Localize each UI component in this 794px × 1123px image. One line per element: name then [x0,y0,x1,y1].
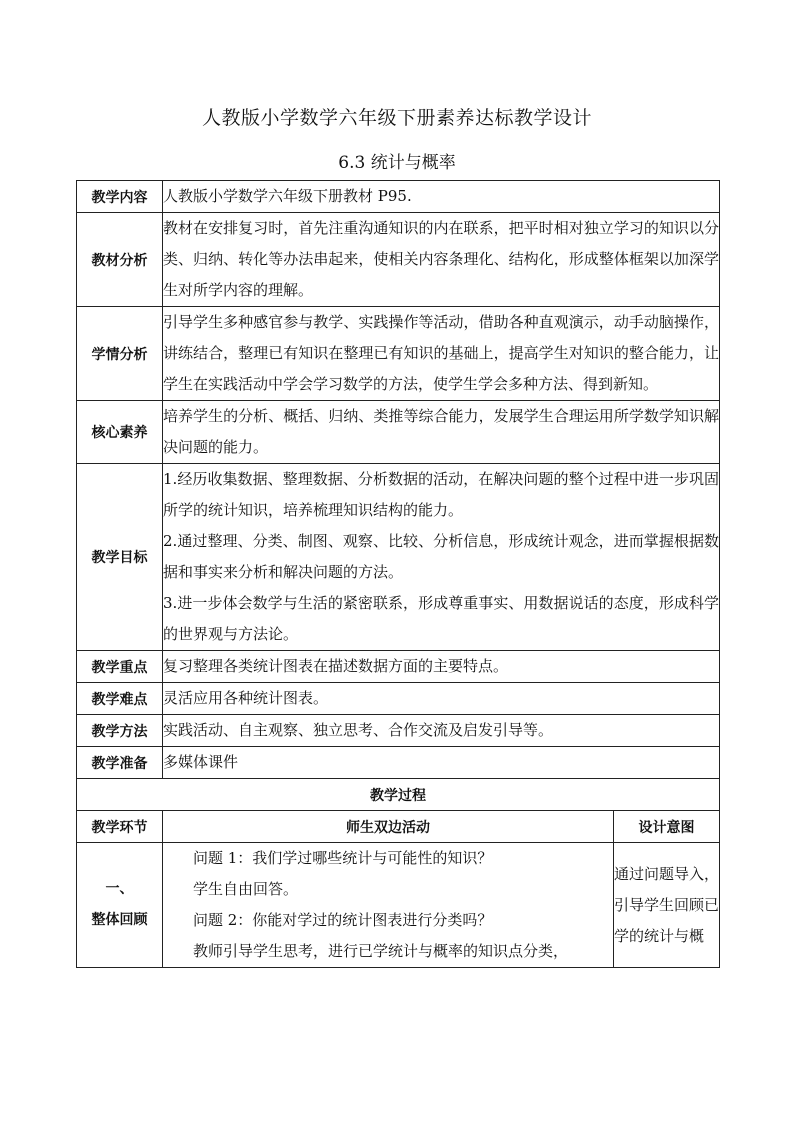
header-activity: 师生双边活动 [163,811,614,843]
label-teaching-prep: 教学准备 [77,747,163,779]
value-material-analysis: 教材在安排复习时，首先注重沟通知识的内在联系，把平时相对独立学习的知识以分类、归纳、转化等办法串起来，使相关内容条理化、结构化，形成整体框架以加深学生对所学内容的理解。 [163,213,720,307]
document-subtitle: 6.3 统计与概率 [338,153,456,173]
label-key-points: 教学重点 [77,651,163,683]
value-teaching-prep: 多媒体课件 [163,747,720,779]
label-core-literacy: 核心素养 [77,401,163,464]
value-student-analysis: 引导学生多种感官参与教学、实践操作等活动，借助各种直观演示，动手动脑操作，讲练结合，整理已有知识在整理已有知识的基础上，提高学生对知识的整合能力，让学生在实践活动中学会学习数学的方法，使学生学会多种方法、得到新知。 [163,307,720,401]
stage-1-label [77,843,163,968]
value-key-points: 复习整理各类统计图表在描述数据方面的主要特点。 [163,651,720,683]
row-stage-1 [77,843,720,968]
value-teaching-goals [163,464,720,651]
row-difficulties [77,683,720,715]
document-title: 人教版小学数学六年级下册素养达标教学设计 [201,107,592,129]
row-teaching-prep [77,747,720,779]
label-difficulties: 教学难点 [77,683,163,715]
value-difficulties: 灵活应用各种统计图表。 [163,683,720,715]
activity-line: 教师引导学生思考，进行已学统计与概率的知识点分类， [193,942,569,960]
row-core-literacy [77,401,720,464]
row-teaching-content [77,181,720,213]
value-teaching-methods: 实践活动、自主观察、独立思考、合作交流及启发引导等。 [163,715,720,747]
label-student-analysis: 学情分析 [77,307,163,401]
row-material-analysis [77,213,720,307]
activity-line: 问题 2：你能对学过的统计图表进行分类吗？ [193,911,493,929]
label-teaching-goals: 教学目标 [77,464,163,651]
header-intent: 设计意图 [614,811,720,843]
header-stage: 教学环节 [77,811,163,843]
section-title-teaching-process: 教学过程 [77,779,720,811]
stage-1-activity [163,843,614,968]
row-process-title [77,779,720,811]
value-teaching-content: 人教版小学数学六年级下册教材 P95. [163,181,720,213]
row-teaching-goals [77,464,720,651]
label-teaching-methods: 教学方法 [77,715,163,747]
activity-line: 问题 1：我们学过哪些统计与可能性的知识？ [193,849,493,867]
value-core-literacy: 培养学生的分析、概括、归纳、类推等综合能力，发展学生合理运用所学数学知识解决问题的能力。 [163,401,720,464]
row-teaching-methods [77,715,720,747]
label-material-analysis: 教材分析 [77,213,163,307]
stage-1-number: 一、 [105,881,134,897]
activity-line: 学生自由回答。 [193,880,299,898]
goal-item: 2.通过整理、分类、制图、观察、比较、分析信息，形成统计观念，进而掌握根据数据和事实来分析和解决问题的方法。 [163,532,719,581]
lesson-plan-table [76,180,720,968]
stage-1-name: 整体回顾 [91,912,148,928]
row-key-points [77,651,720,683]
goal-item: 3.进一步体会数学与生活的紧密联系，形成尊重事实、用数据说话的态度，形成科学的世界观与方法论。 [163,594,719,643]
row-process-headers [77,811,720,843]
stage-1-intent: 通过问题导入，引导学生回顾已学的统计与概 [614,843,720,968]
row-student-analysis [77,307,720,401]
goal-item: 1.经历收集数据、整理数据、分析数据的活动，在解决问题的整个过程中进一步巩固所学的统计知识，培养梳理知识结构的能力。 [163,470,719,519]
label-teaching-content: 教学内容 [77,181,163,213]
